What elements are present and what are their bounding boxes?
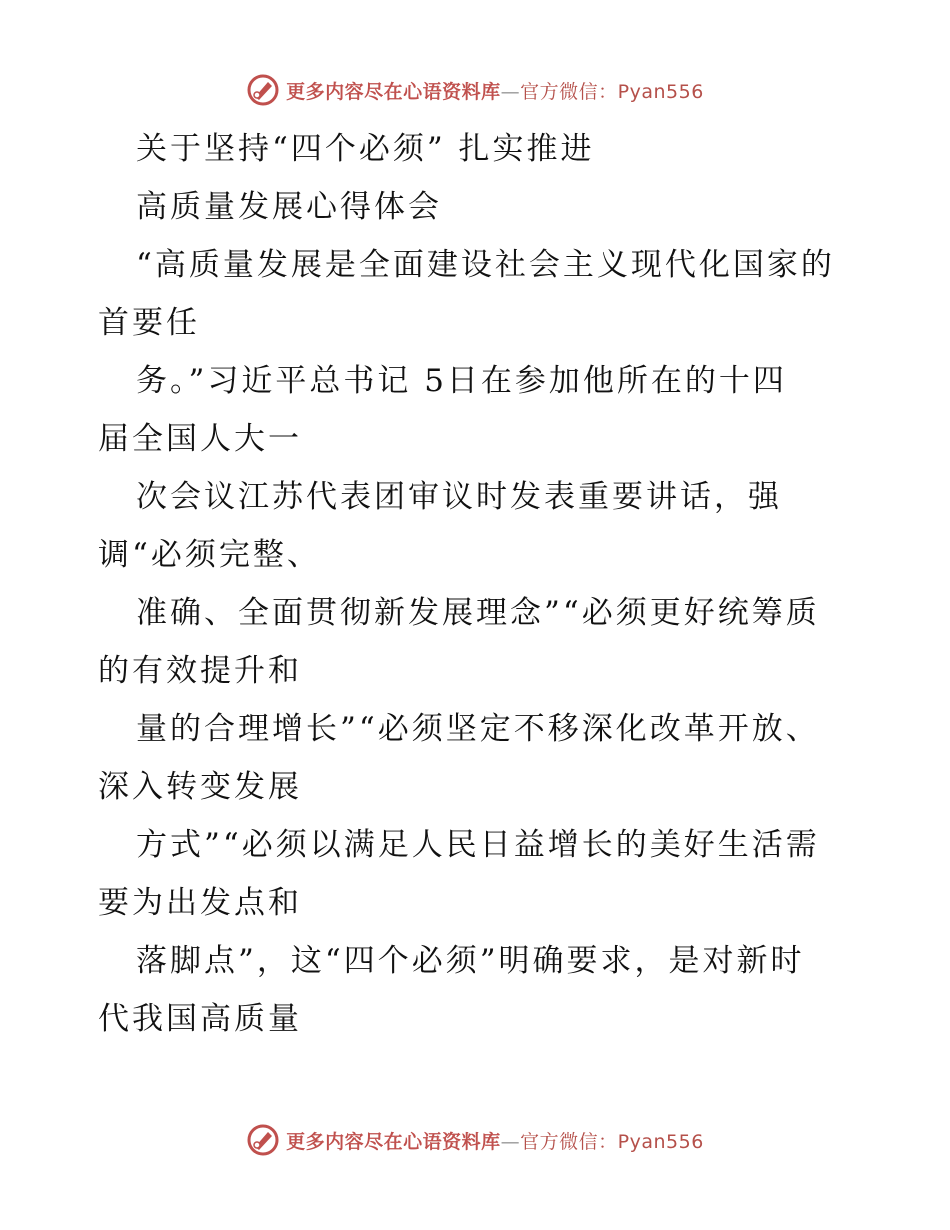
doc-line: 方式”“必须以满足人民日益增长的美好生活需 (136, 827, 820, 863)
footer-contact: 官方微信：Pyan556 (520, 1130, 704, 1153)
doc-line: 落脚点”，这“四个必须”明确要求，是对新时 (136, 943, 805, 979)
header-contact: 官方微信：Pyan556 (520, 80, 704, 103)
doc-line: 代我国高质量 (98, 1001, 302, 1037)
doc-line: 的有效提升和 (98, 653, 302, 689)
doc-line: 首要任 (98, 305, 200, 341)
header-banner-text: 更多内容尽在心语资料库—官方微信：Pyan556 (286, 80, 704, 103)
footer-banner (0, 1120, 950, 1160)
doc-title-line-1: 关于坚持“四个必须” 扎实推进 (136, 131, 595, 167)
brand-logo-icon (246, 73, 280, 107)
doc-line: “高质量发展是全面建设社会主义现代化国家的 (136, 247, 835, 283)
doc-line: 准确、全面贯彻新发展理念”“必须更好统筹质 (136, 595, 820, 631)
document-body (98, 120, 858, 1048)
doc-line: 届全国人大一 (98, 421, 302, 457)
doc-line: 深入转变发展 (98, 769, 302, 805)
brand-logo-icon (246, 1123, 280, 1157)
doc-line: 要为出发点和 (98, 885, 302, 921)
doc-line: 次会议江苏代表团审议时发表重要讲话，强 (136, 479, 782, 515)
doc-line: 量的合理增长”“必须坚定不移深化改革开放、 (136, 711, 820, 747)
doc-title-line-2: 高质量发展心得体会 (136, 189, 442, 225)
doc-line: 调“必须完整、 (98, 537, 321, 573)
doc-line: 务。”习近平总书记 5日在参加他所在的十四 (136, 363, 787, 399)
footer-banner-text: 更多内容尽在心语资料库—官方微信：Pyan556 (286, 1130, 704, 1153)
header-banner (0, 70, 950, 110)
